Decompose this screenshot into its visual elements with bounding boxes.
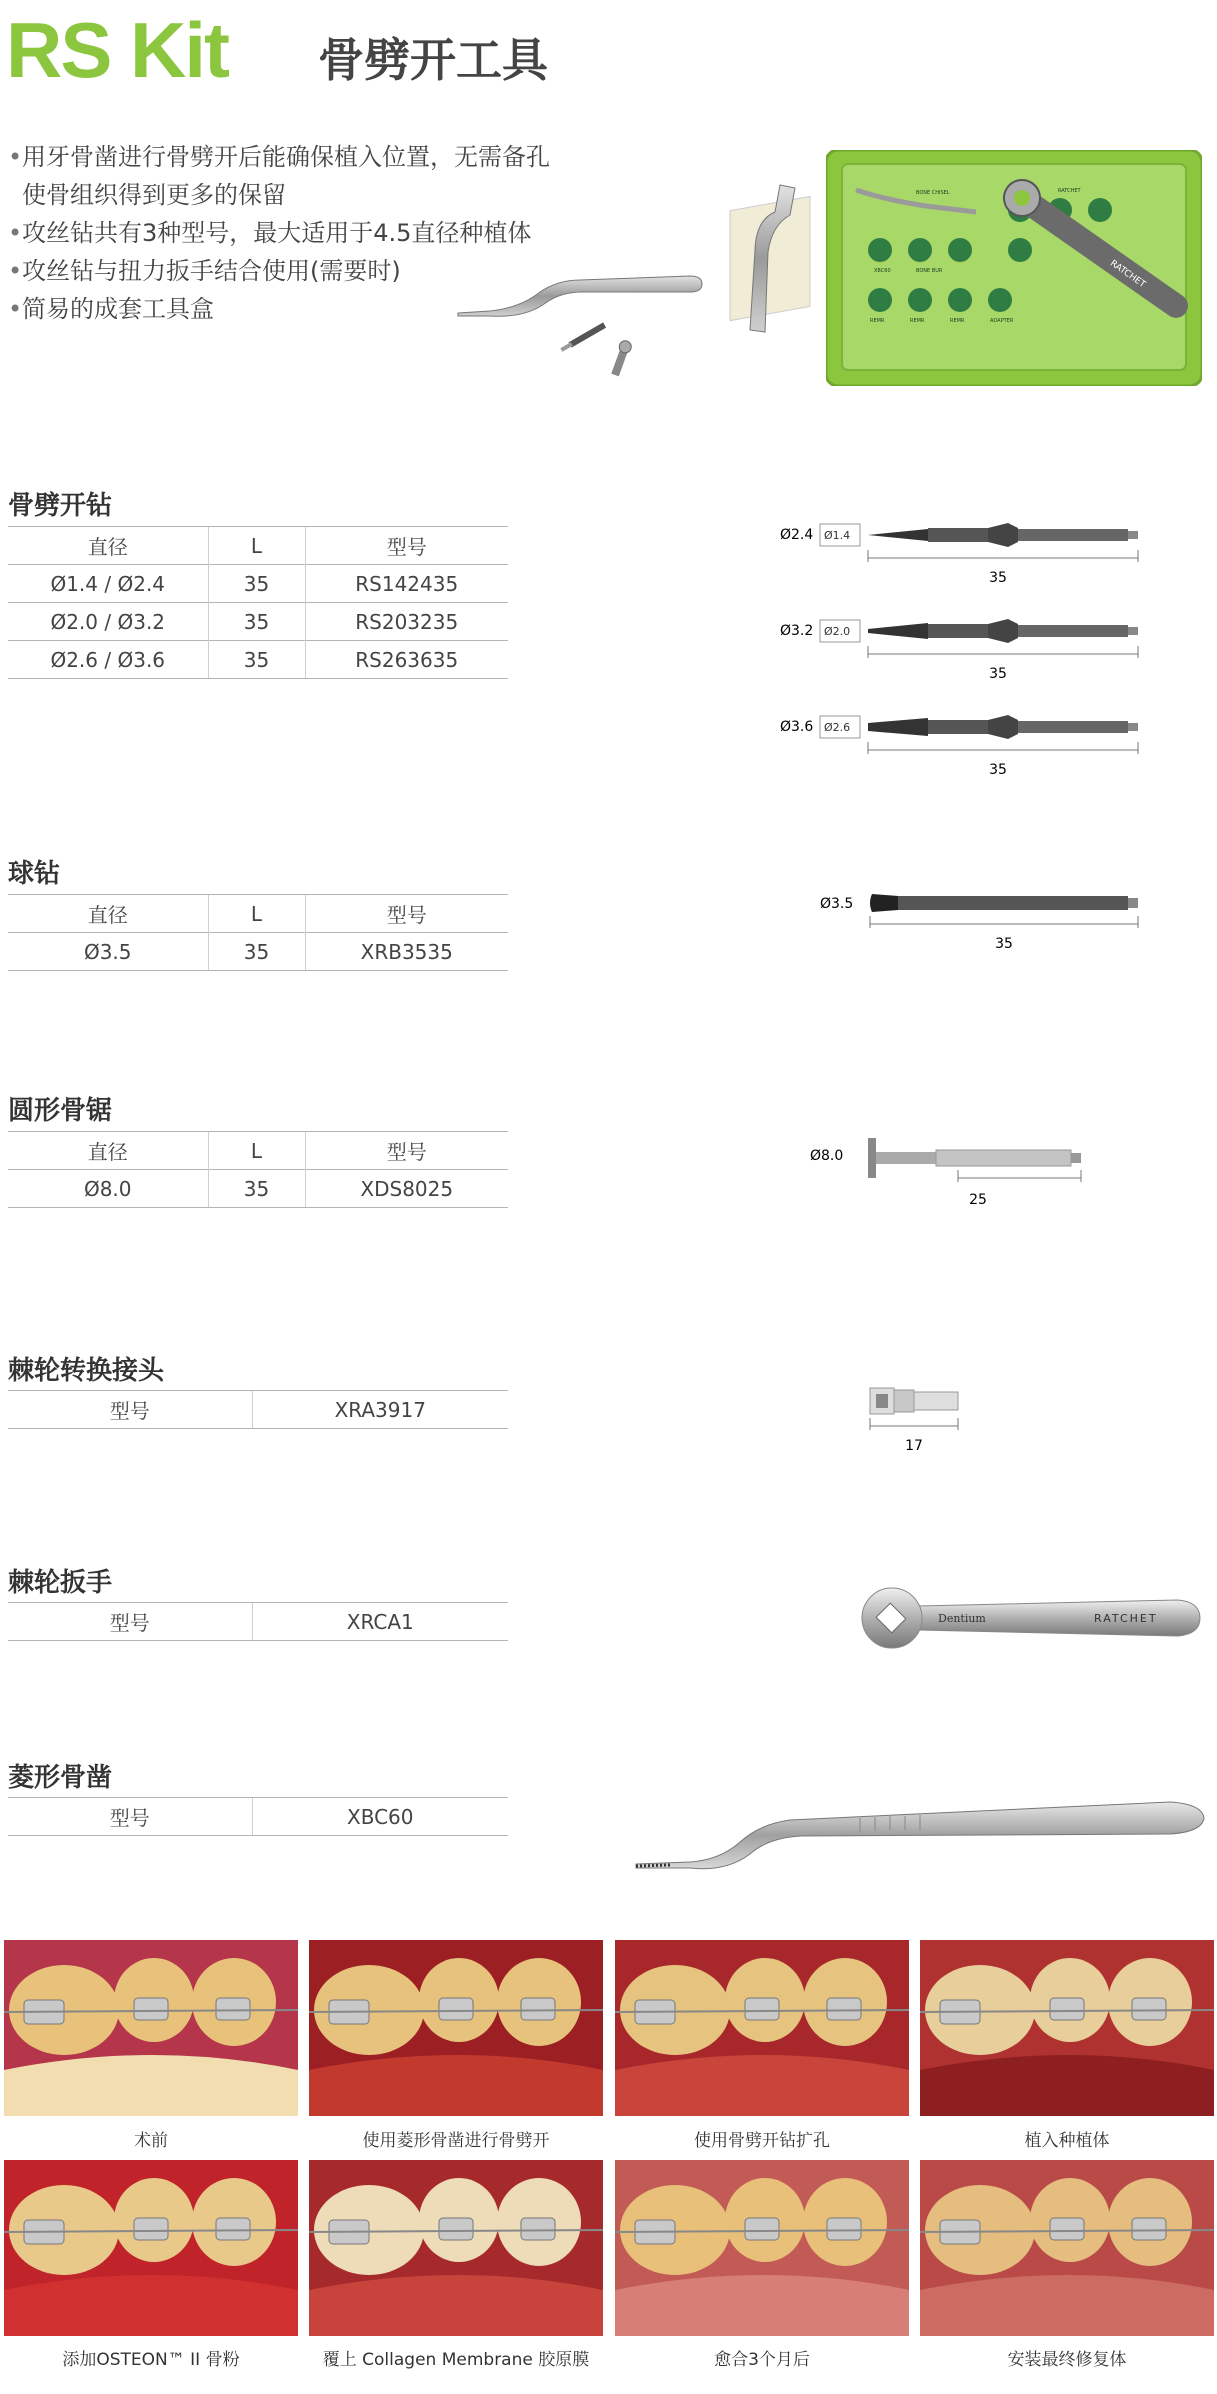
section-title-ratchet-wrench: 棘轮扳手 xyxy=(8,1568,113,1598)
cell-model: RS203235 xyxy=(305,603,508,641)
section-title-round-saw: 圆形骨锯 xyxy=(8,1096,113,1126)
kit-box-image xyxy=(826,150,1202,386)
cell-diameter: Ø2.6 / Ø3.6 xyxy=(8,641,208,679)
wrench-text: RATCHET xyxy=(1094,1612,1158,1625)
cell-model: RS263635 xyxy=(305,641,508,679)
header-model: 型号 xyxy=(305,895,508,933)
dim-length: 35 xyxy=(995,936,1013,952)
feature-item: 使骨组织得到更多的保留 xyxy=(22,181,286,209)
cell-label: 型号 xyxy=(8,1391,252,1429)
diamond-chisel-image xyxy=(630,1780,1215,1880)
ball-drill-table xyxy=(8,894,508,971)
cell-length: 35 xyxy=(208,1170,305,1208)
table-row xyxy=(8,933,508,971)
header-diameter: 直径 xyxy=(8,527,208,565)
svg-text:ADAPTER: ADAPTER xyxy=(990,318,1014,324)
table-row xyxy=(8,565,508,603)
round-saw-table xyxy=(8,1131,508,1208)
cell-diameter: Ø8.0 xyxy=(8,1170,208,1208)
diamond-chisel-table xyxy=(8,1797,508,1836)
cell-length: 35 xyxy=(208,933,305,971)
cell-label: 型号 xyxy=(8,1603,252,1641)
feature-item: •攻丝钻与扭力扳手结合使用(需要时) xyxy=(8,257,401,285)
table-header-row xyxy=(8,527,508,565)
ratchet-adapter-table xyxy=(8,1390,508,1429)
cell-model: XRCA1 xyxy=(252,1603,508,1641)
kit-ratchet-label: RATCHET xyxy=(1108,258,1148,291)
clinical-photo xyxy=(615,1940,909,2116)
photo-caption: 愈合3个月后 xyxy=(714,2350,810,2370)
svg-text:REMR: REMR xyxy=(910,318,925,324)
dim-inner: Ø2.0 xyxy=(824,625,851,638)
clinical-photo xyxy=(4,2160,298,2336)
table-header-row xyxy=(8,1132,508,1170)
photo-caption: 安装最终修复体 xyxy=(1007,2350,1127,2370)
ratchet-wrench-image xyxy=(858,1584,1208,1654)
clinical-photo xyxy=(920,2160,1214,2336)
feature-item: •攻丝钻共有3种型号，最大适用于4.5直径种植体 xyxy=(8,219,532,247)
table-row xyxy=(8,1603,508,1641)
dim-length: 35 xyxy=(989,762,1007,778)
dim-outer: Ø2.4 xyxy=(780,527,814,543)
table-row xyxy=(8,1391,508,1429)
split-drill-drawing-1 xyxy=(778,520,1158,590)
page-subtitle: 骨劈开工具 xyxy=(318,33,548,87)
section-title-ratchet-adapter: 棘轮转换接头 xyxy=(8,1356,165,1386)
page-title: RS Kit xyxy=(6,6,228,94)
svg-text:BONE CHISEL: BONE CHISEL xyxy=(916,190,950,196)
clinical-photo xyxy=(309,1940,603,2116)
cell-length: 35 xyxy=(208,565,305,603)
cell-model: XDS8025 xyxy=(305,1170,508,1208)
clinical-photo xyxy=(615,2160,909,2336)
header-length: L xyxy=(208,527,305,565)
header-model: 型号 xyxy=(305,527,508,565)
photo-caption: 使用骨劈开钻扩孔 xyxy=(694,2131,830,2151)
cell-model: RS142435 xyxy=(305,565,508,603)
dim-diameter: Ø3.5 xyxy=(820,896,854,912)
photo-caption: 覆上 Collagen Membrane 胶原膜 xyxy=(322,2350,590,2370)
cell-model: XRB3535 xyxy=(305,933,508,971)
table-row xyxy=(8,1170,508,1208)
table-row xyxy=(8,603,508,641)
svg-text:RATCHET: RATCHET xyxy=(1058,188,1081,194)
dim-length: 35 xyxy=(989,666,1007,682)
svg-text:BONE BUR: BONE BUR xyxy=(916,268,943,274)
table-header-row xyxy=(8,895,508,933)
cell-diameter: Ø1.4 / Ø2.4 xyxy=(8,565,208,603)
dim-outer: Ø3.2 xyxy=(780,623,814,639)
cell-label: 型号 xyxy=(8,1798,252,1836)
feature-item: •用牙骨凿进行骨劈开后能确保植入位置，无需备孔 xyxy=(8,143,550,171)
ratchet-wrench-table xyxy=(8,1602,508,1641)
round-saw-drawing xyxy=(808,1130,1098,1215)
clinical-photo xyxy=(4,1940,298,2116)
ratchet-adapter-drawing xyxy=(866,1380,1016,1460)
cell-length: 35 xyxy=(208,641,305,679)
svg-text:REMR: REMR xyxy=(870,318,885,324)
section-title-split-drill: 骨劈开钻 xyxy=(8,491,113,521)
cell-diameter: Ø3.5 xyxy=(8,933,208,971)
dim-diameter: Ø8.0 xyxy=(810,1148,844,1164)
ball-drill-drawing xyxy=(818,886,1158,956)
dim-inner: Ø2.6 xyxy=(824,721,851,734)
split-drill-table xyxy=(8,526,508,679)
header-diameter: 直径 xyxy=(8,1132,208,1170)
header-length: L xyxy=(208,1132,305,1170)
photo-caption: 术前 xyxy=(134,2131,168,2151)
svg-text:XBC60: XBC60 xyxy=(874,268,891,274)
feature-item: •简易的成套工具盒 xyxy=(8,295,214,323)
split-drill-drawing-2 xyxy=(778,616,1158,686)
split-drill-drawing-3 xyxy=(778,712,1158,782)
cell-model: XRA3917 xyxy=(252,1391,508,1429)
svg-text:REMR: REMR xyxy=(950,318,965,324)
photo-caption: 添加OSTEON™ II 骨粉 xyxy=(62,2350,240,2370)
cell-model: XBC60 xyxy=(252,1798,508,1836)
clinical-photo xyxy=(920,1940,1214,2116)
dim-outer: Ø3.6 xyxy=(780,719,814,735)
cell-diameter: Ø2.0 / Ø3.2 xyxy=(8,603,208,641)
wrench-brand: Dentium xyxy=(938,1612,986,1625)
header-diameter: 直径 xyxy=(8,895,208,933)
dim-inner: Ø1.4 xyxy=(824,529,851,542)
header-length: L xyxy=(208,895,305,933)
dim-length: 25 xyxy=(969,1192,987,1208)
header-model: 型号 xyxy=(305,1132,508,1170)
table-row xyxy=(8,1798,508,1836)
section-title-diamond-chisel: 菱形骨凿 xyxy=(8,1763,113,1793)
dim-length: 17 xyxy=(905,1438,923,1454)
clinical-photo xyxy=(309,2160,603,2336)
table-row xyxy=(8,641,508,679)
section-title-ball-drill: 球钻 xyxy=(8,859,61,889)
photo-caption: 植入种植体 xyxy=(1024,2131,1110,2151)
photo-caption: 使用菱形骨凿进行骨劈开 xyxy=(362,2131,550,2151)
cell-length: 35 xyxy=(208,603,305,641)
dim-length: 35 xyxy=(989,570,1007,586)
chisel-illustration xyxy=(450,180,830,395)
